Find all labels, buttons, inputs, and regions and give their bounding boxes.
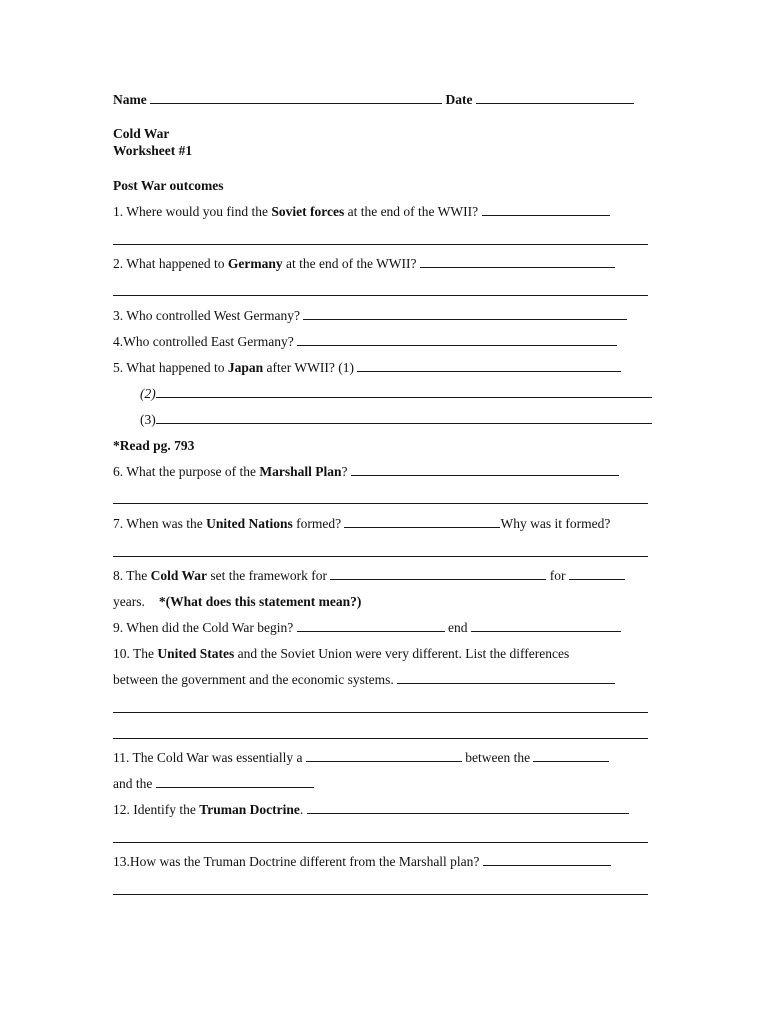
q7-text-end: Why was it formed? (500, 516, 611, 531)
question-11-cont (113, 776, 314, 792)
q2-text-end: at the end of the WWII? (282, 256, 420, 271)
q13-answer-blank[interactable] (483, 854, 611, 866)
q3-answer-blank[interactable] (303, 308, 627, 320)
q12-answer-blank[interactable] (307, 802, 629, 814)
question-8 (113, 568, 625, 584)
q11-text-mid: between the (461, 750, 534, 765)
q5-part-2-label: (2) (140, 386, 156, 401)
worksheet-title: Cold War (113, 126, 170, 141)
q8-prompt: *(What does this statement mean?) (158, 594, 362, 609)
q4-answer-blank[interactable] (297, 334, 617, 346)
q8-answer-blank-2[interactable] (569, 568, 625, 580)
q8-text: 8. The (113, 568, 151, 583)
q4-text: 4.Who controlled East Germany? (113, 334, 298, 349)
q2-answer-blank[interactable] (420, 256, 615, 268)
q8-text-mid: set the framework for (207, 568, 331, 583)
q1-bold: Soviet forces (271, 204, 345, 219)
q5-part-3 (140, 412, 652, 428)
question-13 (113, 854, 611, 870)
q1-text: 1. Where would you find the (113, 204, 272, 219)
q2-bold: Germany (227, 256, 283, 271)
q7-bold: United Nations (206, 516, 293, 531)
q9-text-end: end (444, 620, 471, 635)
q11-answer-blank-2[interactable] (533, 750, 609, 762)
q3-text: 3. Who controlled West Germany? (113, 308, 304, 323)
q5-text: 5. What happened to (113, 360, 228, 375)
question-1 (113, 204, 610, 220)
worksheet-subtitle: Worksheet #1 (113, 143, 193, 158)
q12-bold: Truman Doctrine (199, 802, 300, 817)
question-9 (113, 620, 621, 636)
q10-answer-blank[interactable] (397, 672, 615, 684)
name-date-line (113, 92, 634, 108)
q2-answer-line[interactable] (113, 295, 648, 296)
q1-answer-blank[interactable] (482, 204, 610, 216)
q2-text: 2. What happened to (113, 256, 228, 271)
q7-text: 7. When was the (113, 516, 207, 531)
q8-bold: Cold War (150, 568, 208, 583)
q9-begin-blank[interactable] (297, 620, 445, 632)
question-10 (113, 646, 569, 662)
q8-answer-blank-1[interactable] (330, 568, 546, 580)
q5-answer-blank-2[interactable] (156, 386, 652, 398)
question-5 (113, 360, 621, 376)
question-7 (113, 516, 610, 532)
q5-bold: Japan (227, 360, 264, 375)
q6-answer-line[interactable] (113, 503, 648, 504)
q7-answer-line[interactable] (113, 556, 648, 557)
q11-answer-blank-1[interactable] (306, 750, 462, 762)
section-heading: Post War outcomes (113, 178, 224, 193)
question-12 (113, 802, 629, 818)
q6-text-end: ? (341, 464, 351, 479)
q8-years: years. (113, 594, 145, 609)
question-8-cont (113, 594, 361, 610)
q11-text: 11. The Cold War was essentially a (113, 750, 306, 765)
q5-answer-blank-1[interactable] (357, 360, 621, 372)
question-6 (113, 464, 619, 480)
q13-answer-line[interactable] (113, 894, 648, 895)
name-blank[interactable] (150, 92, 442, 104)
q7-answer-blank[interactable] (344, 516, 500, 528)
q10-text-2: between the government and the economic systems. (113, 672, 398, 687)
q5-text-end: after WWII? (1) (263, 360, 358, 375)
q5-part-2 (140, 386, 652, 402)
q7-text-mid: formed? (292, 516, 345, 531)
name-label: Name (113, 92, 147, 107)
q10-answer-line-2[interactable] (113, 738, 648, 739)
question-4 (113, 334, 617, 350)
date-label: Date (445, 92, 473, 107)
q1-answer-line[interactable] (113, 244, 648, 245)
q11-text-end: and the (113, 776, 156, 791)
q1-text-end: at the end of the WWII? (344, 204, 482, 219)
q6-bold: Marshall Plan (259, 464, 342, 479)
q13-text: 13.How was the Truman Doctrine different from the Marshall plan? (113, 854, 483, 869)
q5-answer-blank-3[interactable] (156, 412, 652, 424)
q11-answer-blank-3[interactable] (156, 776, 314, 788)
date-blank[interactable] (476, 92, 634, 104)
q10-answer-line-1[interactable] (113, 712, 648, 713)
q9-text: 9. When did the Cold War begin? (113, 620, 297, 635)
q12-text-end: . (299, 802, 307, 817)
question-11 (113, 750, 609, 766)
q12-text: 12. Identify the (113, 802, 200, 817)
question-3 (113, 308, 627, 324)
question-10-cont (113, 672, 615, 688)
q5-part-3-label: (3) (140, 412, 156, 427)
q10-text: 10. The (113, 646, 158, 661)
q9-end-blank[interactable] (471, 620, 621, 632)
q12-answer-line[interactable] (113, 842, 648, 843)
q10-text-end: and the Soviet Union were very different. List the differences (234, 646, 570, 661)
q6-answer-blank[interactable] (351, 464, 619, 476)
q10-bold: United States (157, 646, 235, 661)
reading-note: *Read pg. 793 (113, 438, 195, 453)
q8-text-mid2: for (546, 568, 569, 583)
q6-text: 6. What the purpose of the (113, 464, 260, 479)
question-2 (113, 256, 615, 272)
